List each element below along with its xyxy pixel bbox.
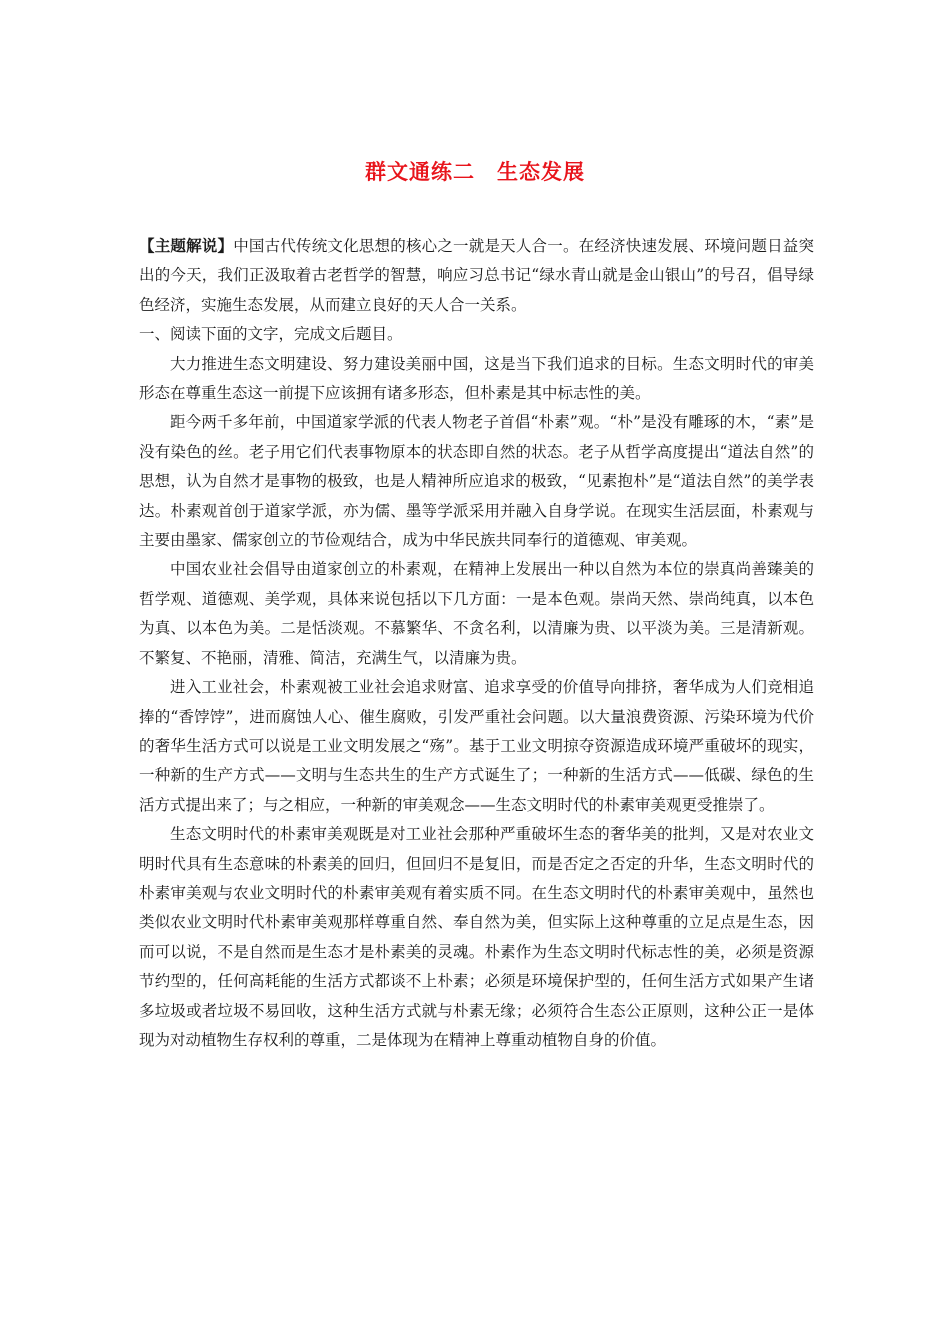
paragraph-5: 生态文明时代的朴素审美观既是对工业社会那种严重破坏生态的奢华美的批判，又是对农业文明时代具有生态意味的朴素美的回归，但回归不是复旧，而是否定之否定的升华，生态文明时代的朴素审美观与农业文明时代的朴素审美观有着实质不同。在生态文明时代的朴素审美观中，虽然也类似农业文明时代朴素审美观那样尊重自然、奉自然为美，但实际上这种尊重的立足点是生态，因而可以说，不是自然而是生态才是朴素美的灵魂。朴素作为生态文明时代标志性的美，必须是资源节约型的，任何高耗能的生活方式都谈不上朴素；必须是环境保护型的，任何生活方式如果产生诸多垃圾或者垃圾不易回收，这种生活方式就与朴素无缘；必须符合生态公正原则，这种公正一是体现为对动植物生存权利的尊重，二是体现为在精神上尊重动植物自身的价值。 (139, 825, 814, 1049)
paragraph-3: 中国农业社会倡导由道家创立的朴素观，在精神上发展出一种以自然为本位的崇真尚善臻美的哲学观、道德观、美学观，具体来说包括以下几方面：一是本色观。崇尚天然、崇尚纯真，以本色为真、以本色为美。二是恬淡观。不慕繁华、不贪名利，以清廉为贵、以平淡为美。三是清新观。不繁复、不艳丽，清雅、简洁，充满生气，以清廉为贵。 (139, 560, 814, 667)
paragraph-4: 进入工业社会，朴素观被工业社会追求财富、追求享受的价值导向排挤，奢华成为人们竞相追捧的“香饽饽”，进而腐蚀人心、催生腐败，引发严重社会问题。以大量浪费资源、污染环境为代价的奢华生活方式可以说是工业文明发展之“殇”。基于工业文明掠夺资源造成环境严重破坏的现实，一种新的生产方式——文明与生态共生的生产方式诞生了；一种新的生活方式——低碳、绿色的生活方式提出来了；与之相应，一种新的审美观念——生态文明时代的朴素审美观更受推崇了。 (139, 678, 814, 814)
page-title: 群文通练二 生态发展 (365, 159, 585, 184)
section-heading: 一、阅读下面的文字，完成文后题目。 (139, 325, 403, 344)
intro-text: 中国古代传统文化思想的核心之一就是天人合一。在经济快速发展、环境问题日益突出的今天，我们正汲取着古老哲学的智慧，响应习总书记“绿水青山就是金山银山”的号召，倡导绿色经济，实施生态发展，从而建立良好的天人合一关系。 (139, 237, 814, 314)
paragraph-2: 距今两千多年前，中国道家学派的代表人物老子首倡“朴素”观。“朴”是没有雕琢的木，“素”是没有染色的丝。老子用它们代表事物原本的状态即自然的状态。老子从哲学高度提出“道法自然”的思想，认为自然才是事物的极致，也是人精神所应追求的极致，“见素抱朴”是“道法自然”的美学表达。朴素观首创于道家学派，亦为儒、墨等学派采用并融入自身学说。在现实生活层面，朴素观与主要由墨家、儒家创立的节俭观结合，成为中华民族共同奉行的道德观、审美观。 (139, 413, 814, 550)
theme-tag: 【主题解说】 (139, 236, 234, 255)
document-body (139, 231, 814, 1055)
paragraph-1: 大力推进生态文明建设、努力建设美丽中国，这是当下我们追求的目标。生态文明时代的审美形态在尊重生态这一前提下应该拥有诸多形态，但朴素是其中标志性的美。 (139, 354, 814, 403)
intro-paragraph (139, 231, 814, 320)
